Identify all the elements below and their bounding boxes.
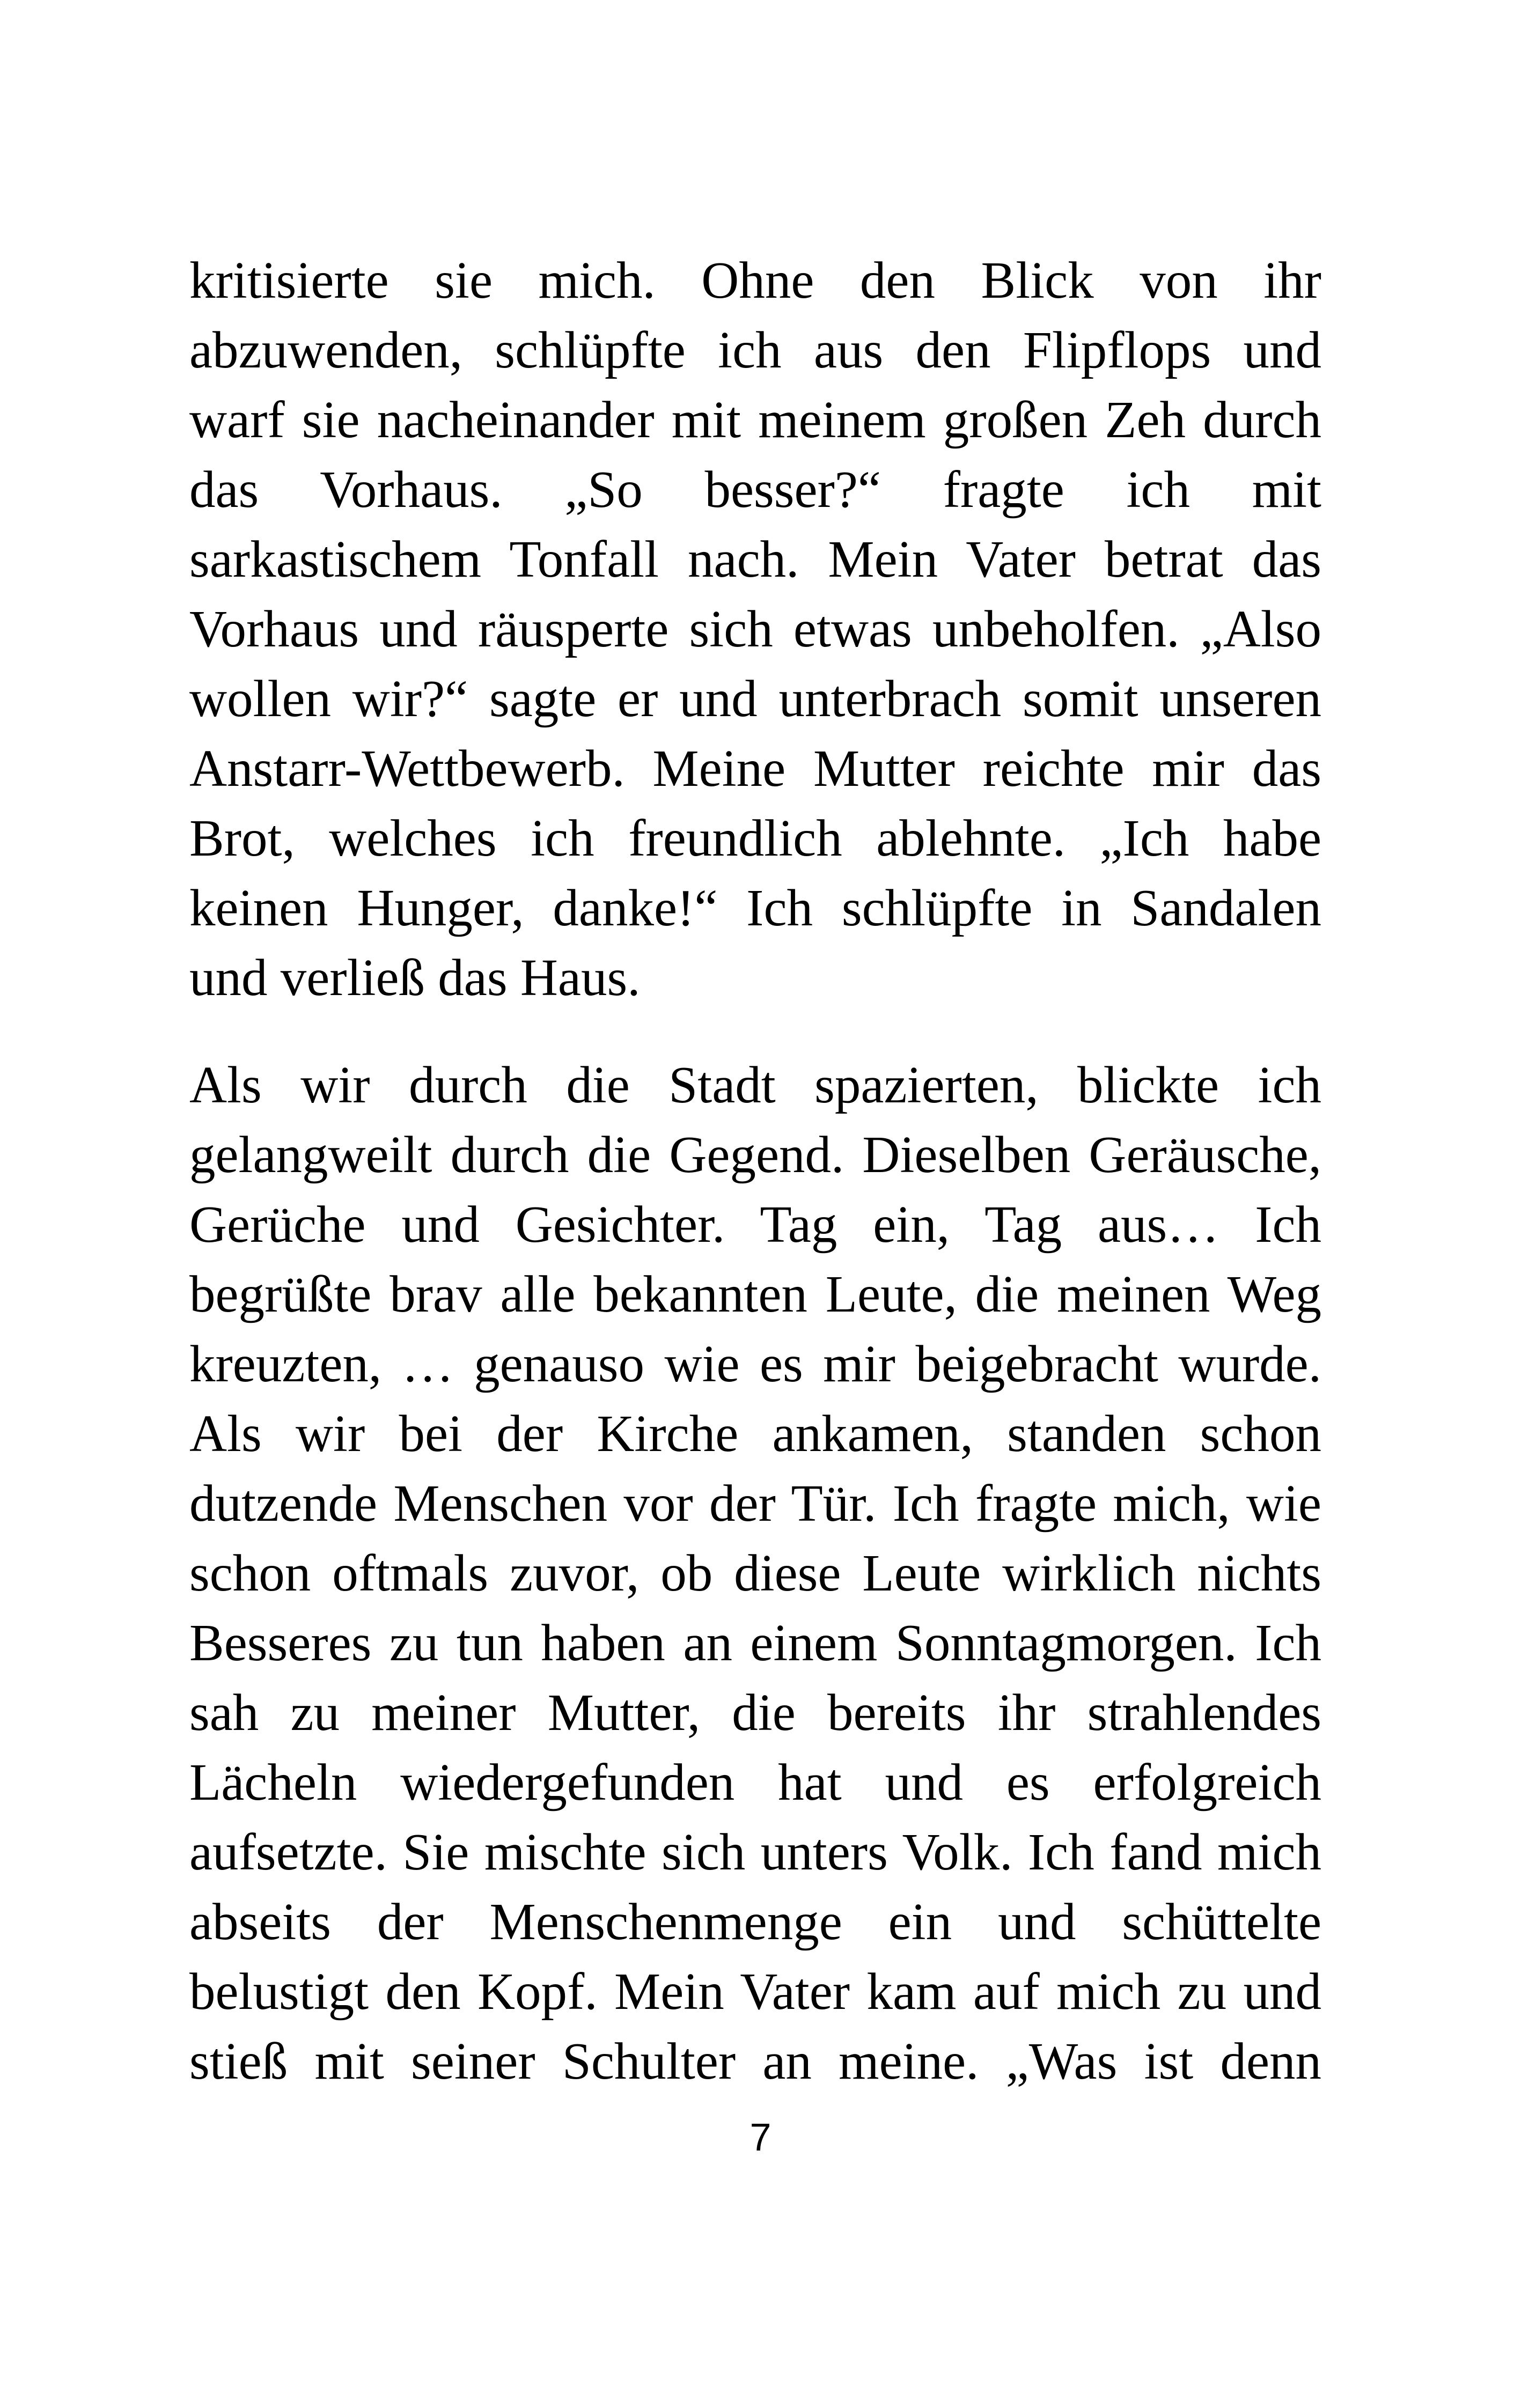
text-line: kreuzten, … genauso wie es mir beigebracht wurde. — [189, 1335, 1321, 1393]
text-line: stieß mit seiner Schulter an meine. „Was ist denn — [189, 2033, 1321, 2090]
text-line: kritisierte sie mich. Ohne den Blick von ihr — [189, 252, 1321, 309]
page-number: 7 — [750, 2116, 771, 2159]
text-line: abzuwenden, schlüpfte ich aus den Flipflops und — [189, 321, 1321, 379]
text-line: Anstarr-Wettbewerb. Meine Mutter reichte mir das — [189, 740, 1321, 797]
text-line: Brot, welches ich freundlich ablehnte. „Ich habe — [189, 809, 1321, 867]
text-line: wollen wir?“ sagte er und unterbrach somit unseren — [189, 670, 1321, 727]
paragraph-2 — [189, 1050, 1321, 2096]
text-line: und verließ das Haus. — [189, 949, 641, 1006]
text-line: Vorhaus und räusperte sich etwas unbeholfen. „Also — [189, 600, 1321, 658]
text-line: gelangweilt durch die Gegend. Dieselben Geräusche, — [189, 1126, 1321, 1183]
paragraph-1 — [189, 246, 1321, 1013]
text-line: belustigt den Kopf. Mein Vater kam auf mich zu und — [189, 1963, 1321, 2020]
text-line: abseits der Menschenmenge ein und schüttelte — [189, 1893, 1321, 1950]
text-line: Gerüche und Gesichter. Tag ein, Tag aus… Ich — [189, 1196, 1321, 1253]
text-line: dutzende Menschen vor der Tür. Ich fragte mich, wie — [189, 1475, 1321, 1532]
text-line: Lächeln wiedergefunden hat und es erfolgreich — [189, 1754, 1321, 1811]
text-line: schon oftmals zuvor, ob diese Leute wirklich nichts — [189, 1544, 1321, 1602]
text-line: warf sie nacheinander mit meinem großen Zeh durch — [189, 391, 1321, 448]
text-line: keinen Hunger, danke!“ Ich schlüpfte in Sandalen — [189, 879, 1321, 937]
text-line: sah zu meiner Mutter, die bereits ihr strahlendes — [189, 1684, 1321, 1741]
text-line: Als wir bei der Kirche ankamen, standen schon — [189, 1405, 1321, 1462]
text-line: Besseres zu tun haben an einem Sonntagmorgen. Ich — [189, 1614, 1321, 1671]
text-line: aufsetzte. Sie mischte sich unters Volk. Ich fand mich — [189, 1823, 1321, 1881]
text-line: sarkastischem Tonfall nach. Mein Vater betrat das — [189, 531, 1321, 588]
text-line: Als wir durch die Stadt spazierten, blickte ich — [189, 1056, 1321, 1114]
text-line: begrüßte brav alle bekannten Leute, die meinen Weg — [189, 1265, 1321, 1323]
text-line: das Vorhaus. „So besser?“ fragte ich mit — [189, 461, 1321, 518]
